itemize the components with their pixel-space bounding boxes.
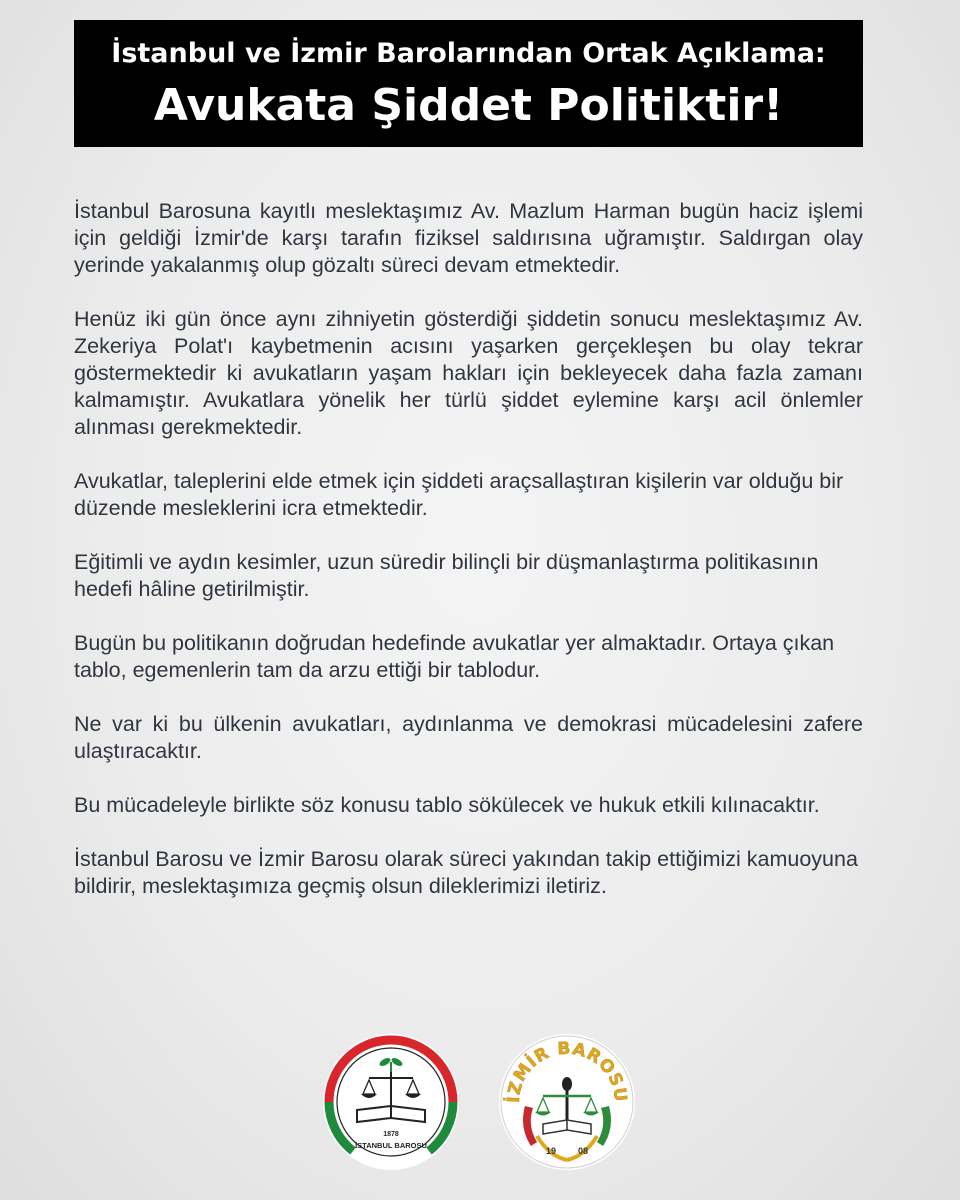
izmir-barosu-logo (497, 1032, 637, 1172)
paragraph: Bugün bu politikanın doğrudan hedefinde avukatlar yer almaktadır. Ortaya çıkan tablo, egemenlerin tam da arzu ettiği bir tablodur. (74, 631, 835, 682)
istanbul-logo-year: 1878 (383, 1131, 399, 1138)
paragraph: Bu mücadeleyle birlikte söz konusu tablo sökülecek ve hukuk etkili kılınacaktır. (74, 793, 820, 817)
izmir-logo-year-right: 08 (577, 1146, 589, 1156)
paragraph: İstanbul Barosu ve İzmir Barosu olarak süreci yakından takip ettiğimizi kamuoyuna bildirir, meslektaşımıza geçmiş olsun dileklerimizi iletiriz. (74, 847, 858, 898)
title-banner (74, 20, 863, 147)
paragraph: Eğitimli ve aydın kesimler, uzun süredir bilinçli bir düşmanlaştırma politikasının hedefi hâline getirilmiştir. (74, 550, 819, 601)
izmir-logo-name: İZMİR BAROSU (503, 1038, 631, 1104)
paragraph: Henüz iki gün önce aynı zihniyetin gösterdiği şiddetin sonucu meslektaşımız Av. Zekeriya Polat'ı kaybetmenin acısını yaşarken gerçekleşen bu olay tekrar göstermektedir ki avukatların yaşam hakları için bekleyecek daha fazla zamanı kalmamıştır. Avukatlara yönelik her türlü şiddet eylemine karşı acil önlemler alınması gerekmektedir. (74, 307, 863, 439)
banner-title: Avukata Şiddet Politiktir! (153, 80, 784, 131)
paragraph: Ne var ki bu ülkenin avukatları, aydınlanma ve demokrasi mücadelesini zafere ulaştıracaktır. (74, 712, 863, 763)
paragraph: Avukatlar, taleplerini elde etmek için şiddeti araçsallaştıran kişilerin var olduğu bir düzende mesleklerini icra etmektedir. (74, 469, 844, 520)
banner-subtitle: İstanbul ve İzmir Barolarından Ortak Açıklama: (111, 38, 826, 69)
izmir-logo-year-left: 19 (545, 1146, 557, 1156)
paragraph: İstanbul Barosuna kayıtlı meslektaşımız Av. Mazlum Harman bugün haciz işlemi için geldiği İzmir'de karşı tarafın fiziksel saldırısına uğramıştır. Saldırgan olay yerinde yakalanmış olup gözaltı süreci devam etmektedir. (74, 199, 863, 277)
istanbul-logo-name: İSTANBUL BAROSU (355, 1141, 427, 1150)
istanbul-barosu-logo (321, 1032, 461, 1172)
statement-body (74, 198, 863, 927)
